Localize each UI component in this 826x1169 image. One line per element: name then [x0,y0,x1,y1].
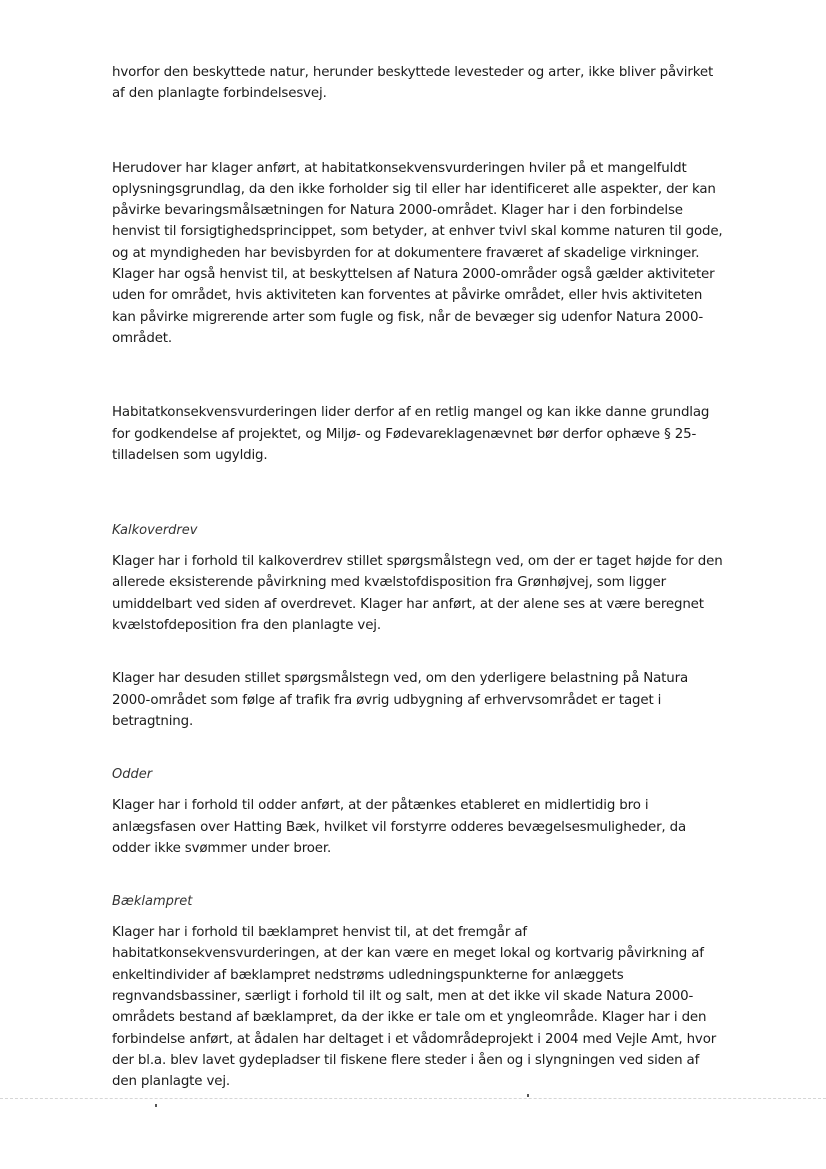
heading-kalkoverdrev: Kalkoverdrev [112,523,198,539]
document-page [112,62,728,1093]
paragraph-intro: hvorfor den beskyttede natur, herunder beskyttede levesteder og arter, ikke bliver påvirket af den planlagte forbindelsesvej. [112,65,714,102]
scan-divider [0,1098,826,1100]
scan-speck [155,1104,157,1107]
paragraph-information-basis: Herudover har klager anført, at habitatkonsekvensvurderingen hviler på et mangelfuldt oplysningsgrundlag, da den ikke forholder sig til eller har identificeret alle aspekter, der kan påvirke bevaringsmålsætningen for Natura 2000-området. Klager har i den forbindelse henvist til forsigtighedsprincippet, som betyder, at enhver tvivl skal komme naturen til gode, og at myndigheden har bevisbyrden for at dokumentere fraværet af skadelige virkninger. Klager har også henvist til, at beskyttelsen af Natura 2000-områder også gælder aktiviteter uden for området, hvis aktiviteten kan forventes at påvirke området, eller hvis aktiviteten kan påvirke migrerende arter som fugle og fisk, når de bevæger sig udenfor Natura 2000-området. [112,160,723,346]
paragraph-additional-load: Klager har desuden stillet spørgsmålstegn ved, om den yderligere belastning på Natura 2000-området som følge af trafik fra øvrig udbygning af erhvervsområdet er taget i betragtning. [112,671,688,729]
paragraph-baeklampret: Klager har i forhold til bæklampret henvist til, at det fremgår af habitatkonsekvensvurderingen, at der kan være en meget lokal og kortvarig påvirkning af enkeltindivider af bæklampret nedstrøms udledningspunkterne for anlæggets regnvandsbassiner, særligt i forhold til ilt og salt, men at det ikke vil skade Natura 2000-områdets bestand af bæklampret, da der ikke er tale om et yngleområde. Klager har i den forbindelse anført, at ådalen har deltaget i et vådområdeprojekt i 2004 med Vejle Amt, hvor der bl.a. blev lavet gydepladser til fiskene flere steder i åen og i slyngningen ved siden af den planlagte vej. [112,925,717,1090]
paragraph-kalkoverdrev: Klager har i forhold til kalkoverdrev stillet spørgsmålstegn ved, om der er taget højde for den allerede eksisterende påvirkning med kvælstofdisposition fra Grønhøjvej, som ligger umiddelbart ved siden af overdrevet. Klager har anført, at der alene ses at være beregnet kvælstofdeposition fra den planlagte vej. [112,554,723,634]
heading-baeklampret: Bæklampret [112,894,193,910]
paragraph-legal-defect: Habitatkonsekvensvurderingen lider derfor af en retlig mangel og kan ikke danne grundlag for godkendelse af projektet, og Miljø- og Fødevareklagenævnet bør derfor ophæve § 25-tilladelsen som ugyldig. [112,405,710,463]
scan-speck [527,1094,529,1097]
paragraph-odder: Klager har i forhold til odder anført, at der påtænkes etableret en midlertidig bro i anlægsfasen over Hatting Bæk, hvilket vil forstyrre odderes bevægelsesmuligheder, da odder ikke svømmer under broer. [112,798,687,856]
heading-odder: Odder [112,767,153,783]
